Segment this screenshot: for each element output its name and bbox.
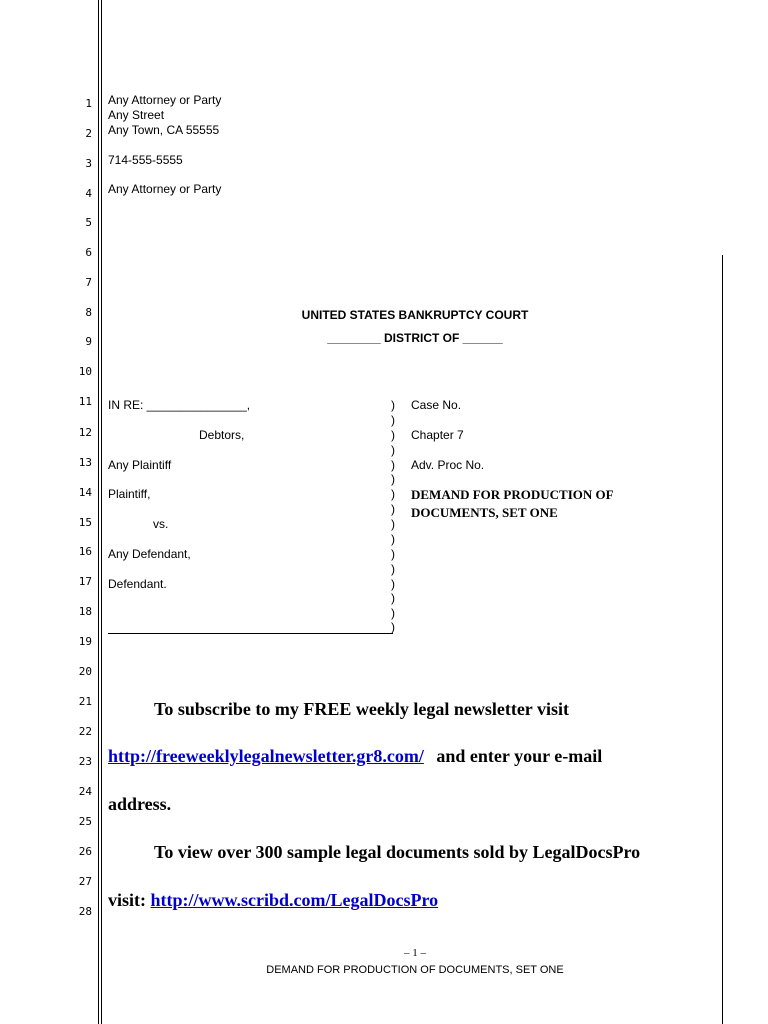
newsletter-link[interactable]: http://freeweeklylegalnewsletter.gr8.com/ [108, 746, 424, 766]
case-number-label: Case No. [411, 398, 462, 412]
caption-paren: ) [391, 487, 395, 501]
line-number: 10 [78, 365, 92, 378]
debtors-label: Debtors, [199, 428, 245, 442]
caption-paren: ) [391, 472, 395, 486]
caption-bottom-rule [108, 633, 393, 634]
left-margin-rule-outer [98, 0, 99, 1024]
caption-paren: ) [391, 413, 395, 427]
chapter-label: Chapter 7 [411, 428, 464, 442]
line-number: 19 [78, 635, 92, 648]
attorney-for: Any Attorney or Party [108, 182, 222, 196]
line-number: 1 [85, 97, 92, 110]
line-number: 11 [78, 395, 92, 408]
scribd-link[interactable]: http://www.scribd.com/LegalDocsPro [150, 890, 439, 910]
in-re-line: IN RE: _______________, [108, 398, 251, 412]
caption-paren: ) [391, 606, 395, 620]
visit-line [108, 889, 438, 911]
line-number: 17 [78, 575, 92, 588]
enter-email-text: and enter your e-mail [436, 746, 603, 766]
line-number: 27 [78, 875, 92, 888]
footer-document-title: DEMAND FOR PRODUCTION OF DOCUMENTS, SET ONE [266, 964, 564, 976]
versus-label: vs. [153, 517, 169, 531]
caption-paren: ) [391, 591, 395, 605]
right-margin-rule [722, 255, 723, 1024]
court-name: UNITED STATES BANKRUPTCY COURT [301, 308, 529, 322]
caption-paren: ) [391, 458, 395, 472]
line-number: 3 [85, 157, 92, 170]
line-number: 18 [78, 605, 92, 618]
adv-proc-label: Adv. Proc No. [411, 458, 485, 472]
caption-paren: ) [391, 562, 395, 576]
defendant-name: Any Defendant, [108, 547, 191, 561]
line-number: 22 [78, 725, 92, 738]
plaintiff-name: Any Plaintiff [108, 458, 172, 472]
line-number: 24 [78, 785, 92, 798]
line-number: 15 [78, 516, 92, 529]
line-number: 14 [78, 486, 92, 499]
plaintiff-label: Plaintiff, [108, 487, 151, 501]
line-number: 23 [78, 755, 92, 768]
line-number: 16 [78, 545, 92, 558]
subscribe-paragraph: To subscribe to my FREE weekly legal newsletter visit [154, 699, 569, 719]
line-number: 8 [85, 306, 92, 319]
footer-page-number: – 1 – [404, 947, 426, 959]
document-title-line-2: DOCUMENTS, SET ONE [411, 505, 558, 520]
caption-paren: ) [391, 398, 395, 412]
line-number: 13 [78, 456, 92, 469]
caption-paren: ) [391, 428, 395, 442]
caption-paren: ) [391, 620, 395, 634]
court-district: ________ DISTRICT OF ______ [327, 331, 503, 345]
left-margin-rule-inner [101, 0, 102, 1024]
document-title-line-1: DEMAND FOR PRODUCTION OF [411, 487, 614, 502]
attorney-name: Any Attorney or Party [108, 93, 222, 107]
address-text: address. [108, 794, 172, 814]
line-number: 28 [78, 905, 92, 918]
line-number: 6 [85, 246, 92, 259]
caption-paren: ) [391, 532, 395, 546]
line-number: 20 [78, 665, 92, 678]
caption-paren: ) [391, 547, 395, 561]
line-number: 4 [85, 187, 92, 200]
caption-paren: ) [391, 577, 395, 591]
visit-label: visit: [108, 890, 146, 910]
view-documents-paragraph: To view over 300 sample legal documents sold by LegalDocsPro [154, 842, 641, 862]
line-number: 25 [78, 815, 92, 828]
line-number: 12 [78, 426, 92, 439]
attorney-phone: 714-555-5555 [108, 153, 183, 167]
defendant-label: Defendant. [108, 577, 167, 591]
newsletter-line [108, 745, 602, 767]
line-number: 5 [85, 216, 92, 229]
caption-paren: ) [391, 443, 395, 457]
line-number: 21 [78, 695, 92, 708]
line-number: 7 [85, 276, 92, 289]
line-number: 2 [85, 127, 92, 140]
attorney-city: Any Town, CA 55555 [108, 123, 220, 137]
line-number: 9 [85, 335, 92, 348]
line-number: 26 [78, 845, 92, 858]
caption-paren: ) [391, 517, 395, 531]
attorney-street: Any Street [108, 108, 165, 122]
caption-paren: ) [391, 502, 395, 516]
